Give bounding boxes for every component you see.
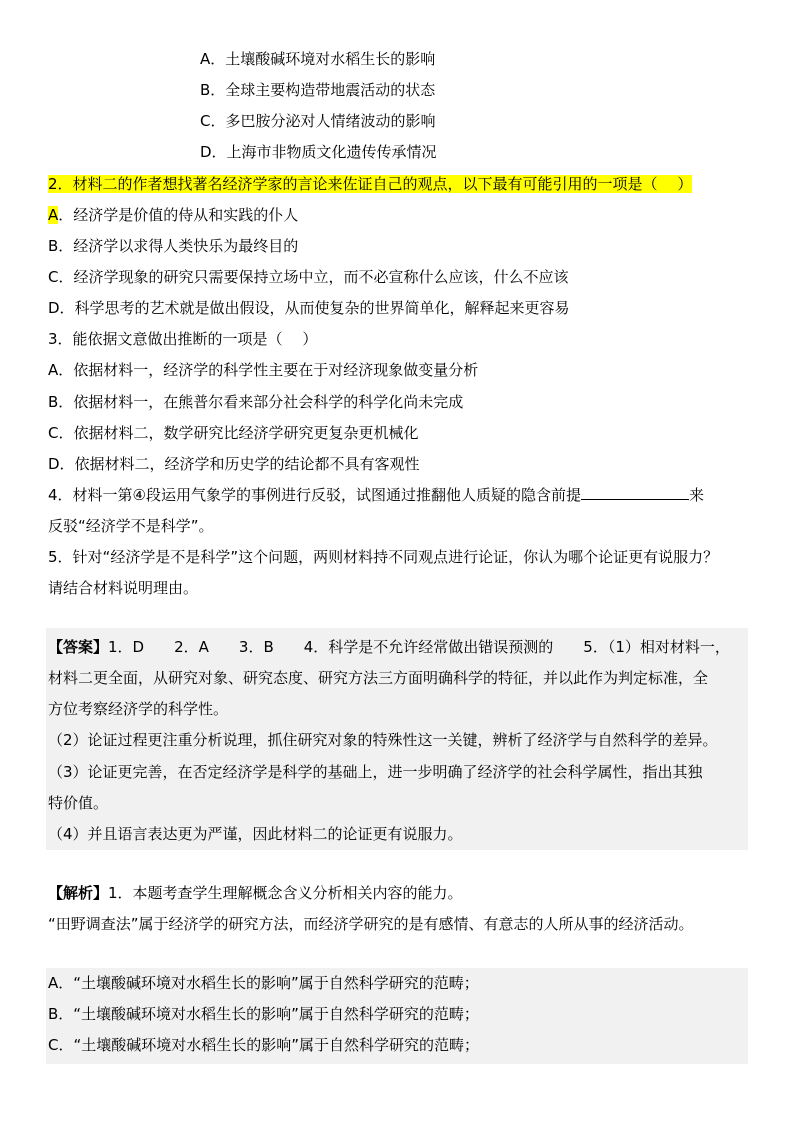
q3-option-b: B．依据材料一，在熊普尔看来部分社会科学的科学化尚未完成 [48,393,464,411]
analysis-item-c: C．“土壤酸碱环境对水稻生长的影响”属于自然科学研究的范畴； [48,1036,480,1054]
q4-line2: 反驳“经济学不是科学”。 [48,517,214,535]
q3-option-c: C．依据材料二，数学研究比经济学研究更复杂更机械化 [48,424,419,442]
q4-text-before: 4．材料一第④段运用气象学的事例进行反驳，试图通过推翻他人质疑的隐含前提 [48,486,581,504]
q2-option-c: C．经济学现象的研究只需要保持立场中立，而不必宣称什么应该，什么不应该 [48,268,569,286]
answer-line4: （2）论证过程更注重分析说理，抓住研究对象的特殊性这一关键，辨析了经济学与自然科学的差异。 [48,731,718,749]
q3-stem: 3．能依据文意做出推断的一项是（ ） [48,330,318,348]
q3-option-a: A．依据材料一，经济学的科学性主要在于对经济现象做变量分析 [48,361,479,379]
q1-option-a: A．土壤酸碱环境对水稻生长的影响 [200,50,436,68]
q2-option-a-text: ．经济学是价值的侍从和实践的仆人 [58,206,299,224]
q4-line1 [48,485,704,505]
q1-option-b: B．全球主要构造带地震活动的状态 [200,81,436,99]
answer-line3: 方位考察经济学的科学性。 [48,700,229,718]
analysis-line2: “田野调查法”属于经济学的研究方法，而经济学研究的是有感情、有意志的人所从事的经济活动。 [48,915,694,933]
answer-line5: （3）论证更完善，在否定经济学是科学的基础上，进一步明确了经济学的社会科学属性，指出其独 [48,763,703,781]
analysis-tag: 【解析】 [48,884,109,902]
q4-text-after: 来 [689,486,705,504]
answer-line1 [48,637,730,657]
q5-line1: 5．针对“经济学是不是科学”这个问题，两则材料持不同观点进行论证，你认为哪个论证更有说服力？ [48,548,719,566]
analysis-line1-text: 1．本题考查学生理解概念含义分析相关内容的能力。 [108,884,463,902]
answer-line6: 特价值。 [48,794,109,812]
q2-stem-text: 2．材料二的作者想找著名经济学家的言论来佐证自己的观点，以下最有可能引用的一项是（ ） [48,175,693,193]
analysis-item-a: A．“土壤酸碱环境对水稻生长的影响”属于自然科学研究的范畴； [48,974,479,992]
answer-tag: 【答案】 [48,638,109,656]
analysis-line1 [48,883,463,903]
q4-answer-blank [581,485,689,500]
q1-option-c: C．多巴胺分泌对人情绪波动的影响 [200,112,436,130]
answer-line1-text: 1．D 2．A 3．B 4．科学是不允许经常做出错误预测的 5．（1）相对材料一， [108,638,730,656]
q1-option-d: D．上海市非物质文化遗传传承情况 [200,143,437,161]
q2-option-b: B．经济学以求得人类快乐为最终目的 [48,237,299,255]
q2-stem [48,174,692,194]
q3-option-d: D．依据材料二，经济学和历史学的结论都不具有客观性 [48,455,420,473]
analysis-item-b: B．“土壤酸碱环境对水稻生长的影响”属于自然科学研究的范畴； [48,1005,479,1023]
q2-option-a [48,205,298,225]
answer-line2: 材料二更全面，从研究对象、研究态度、研究方法三方面明确科学的特征，并以此作为判定标准，全 [48,669,709,687]
q2-option-a-highlight: A [48,206,59,224]
q5-line2: 请结合材料说明理由。 [48,579,199,597]
answer-line7: （4）并且语言表达更为严谨，因此材料二的论证更有说服力。 [48,825,463,843]
q2-option-d: D．科学思考的艺术就是做出假设，从而使复杂的世界简单化，解释起来更容易 [48,299,570,317]
